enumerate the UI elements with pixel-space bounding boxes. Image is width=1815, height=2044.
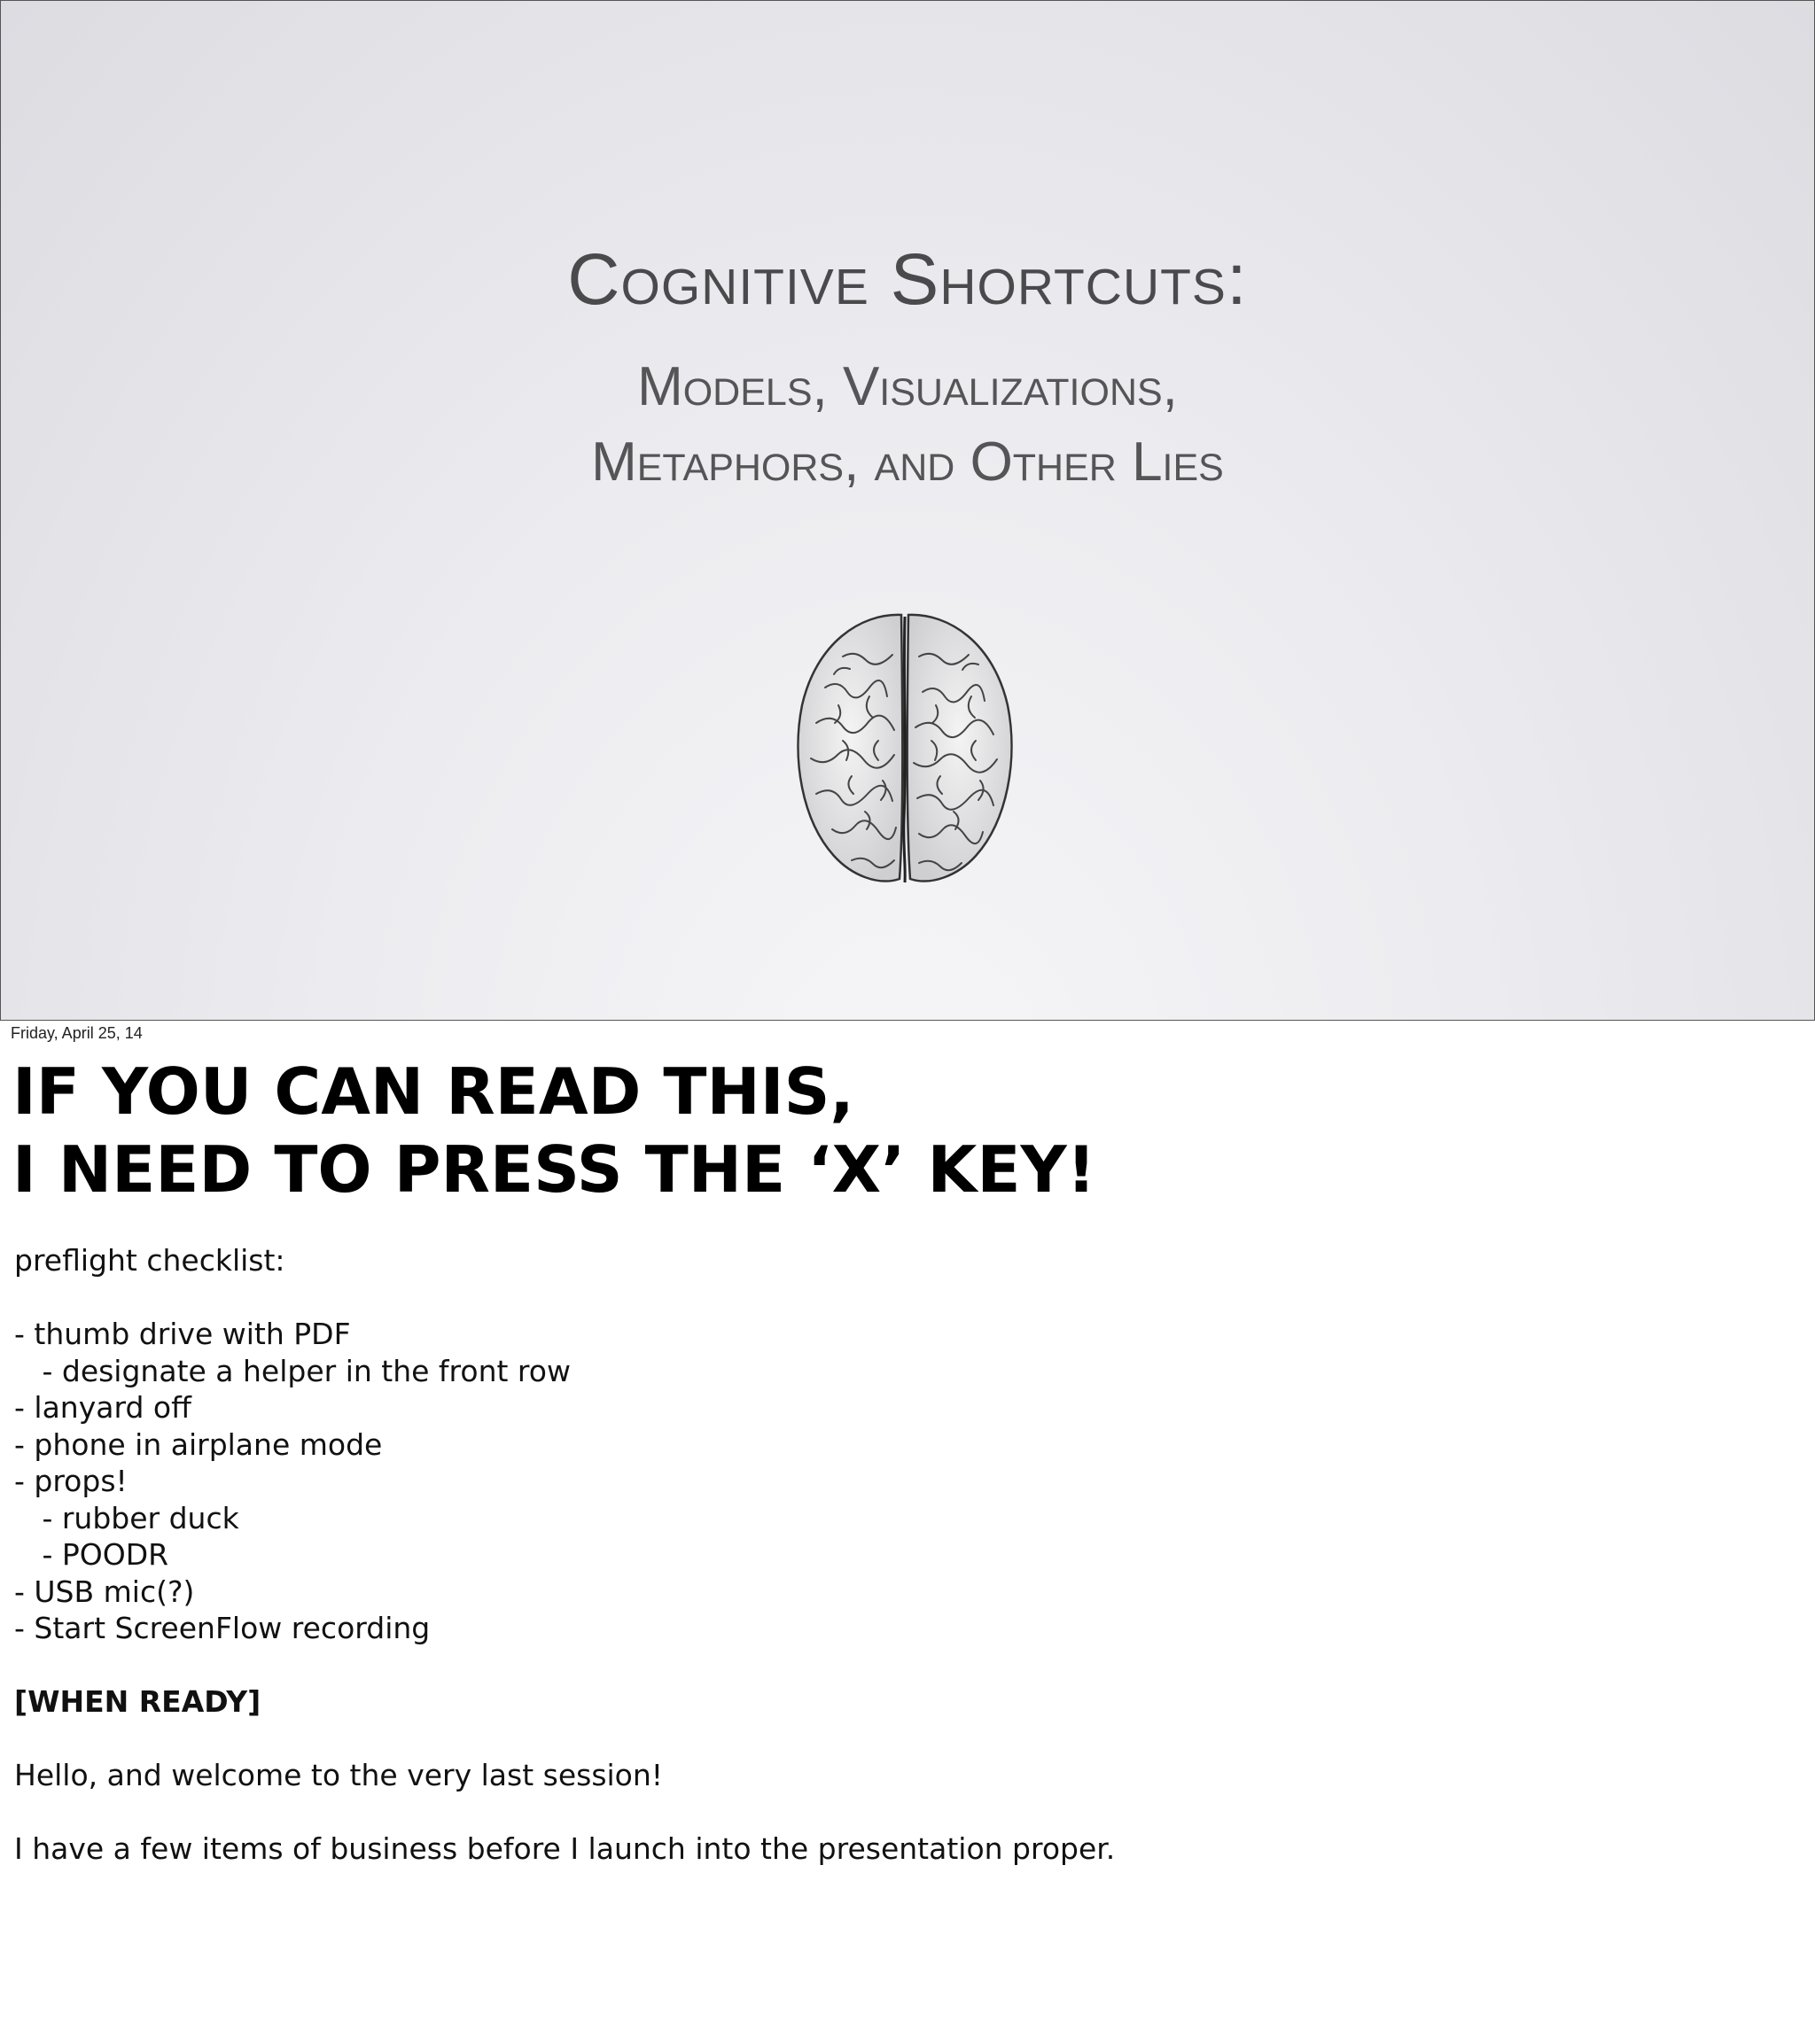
notes-heading	[12, 1053, 1096, 1209]
notes-line	[14, 1794, 1787, 1831]
notes-line: - lanyard off	[14, 1390, 191, 1425]
slide-subtitle-line-2: Metaphors, and Other Lies	[591, 431, 1224, 493]
notes-line: - USB mic(?)	[14, 1574, 195, 1609]
notes-line	[14, 1647, 1787, 1684]
slide-title: Cognitive Shortcuts:	[567, 239, 1248, 320]
notes-line: - Start ScreenFlow recording	[14, 1611, 431, 1645]
slide-date: Friday, April 25, 14	[11, 1024, 143, 1042]
notes-line: - thumb drive with PDF	[14, 1317, 351, 1351]
notes-line: - POODR	[14, 1537, 169, 1572]
notes-line: - phone in airplane mode	[14, 1426, 383, 1462]
slide-subtitle-line-1: Models, Visualizations,	[637, 356, 1178, 417]
notes-line: preflight checklist:	[14, 1243, 285, 1278]
speaker-notes	[14, 1242, 1787, 1868]
notes-line: I have a few items of business before I launch into the presentation proper.	[14, 1831, 1116, 1866]
notes-line: - rubber duck	[14, 1500, 239, 1535]
notes-line-emphasis: [WHEN READY]	[14, 1684, 261, 1719]
notes-heading-line-1: IF YOU CAN READ THIS,	[12, 1054, 854, 1129]
notes-line	[14, 1721, 1787, 1758]
brain-illustration	[790, 608, 1020, 891]
notes-line: - designate a helper in the front row	[14, 1353, 571, 1388]
slide-preview	[0, 0, 1815, 1021]
notes-line: Hello, and welcome to the very last session!	[14, 1758, 664, 1792]
notes-heading-line-2: I NEED TO PRESS THE ‘X’ KEY!	[12, 1132, 1096, 1207]
notes-line: - props!	[14, 1464, 128, 1498]
notes-line	[14, 1279, 1787, 1317]
